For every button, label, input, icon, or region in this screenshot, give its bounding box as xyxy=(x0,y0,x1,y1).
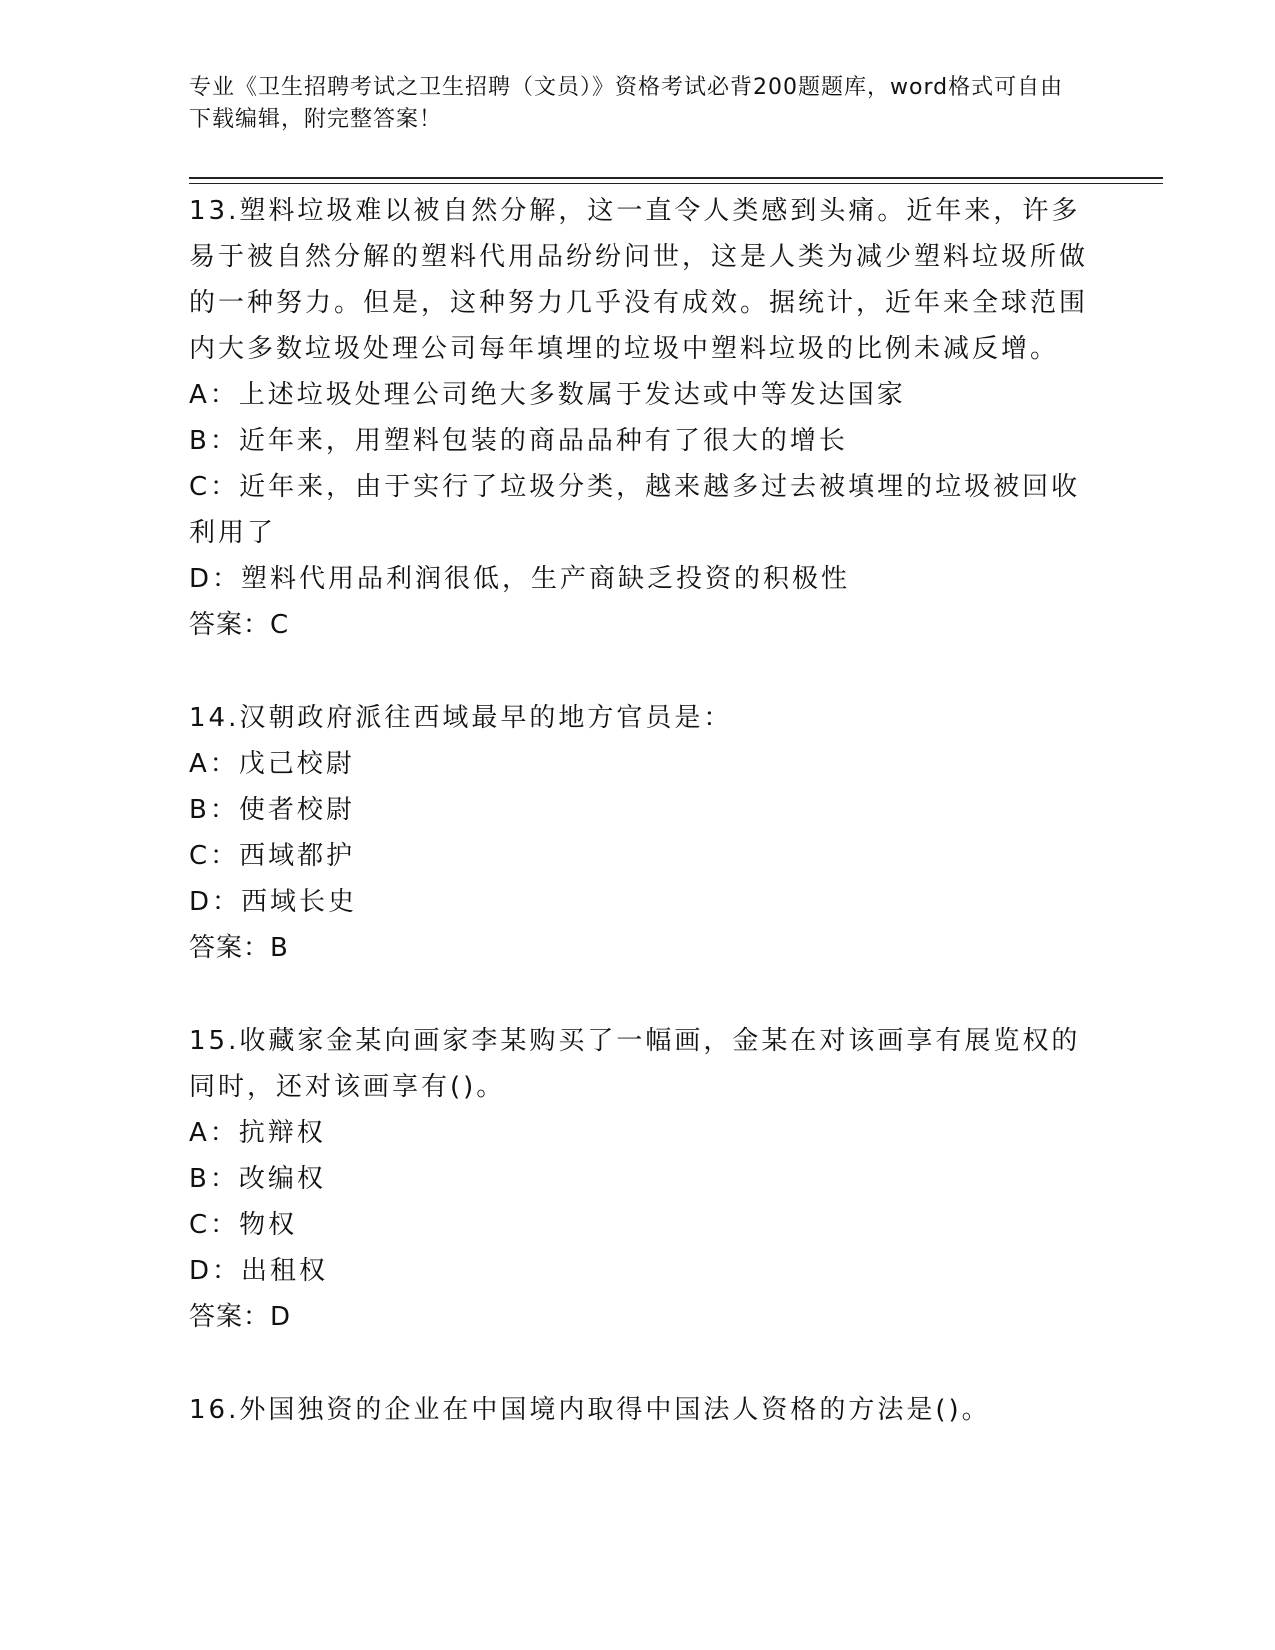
answer: 答案：D xyxy=(189,1302,292,1332)
question-15 xyxy=(189,1018,1089,1340)
question-13 xyxy=(189,188,1089,648)
question-list xyxy=(189,188,1089,1433)
option-d: D：西域长史 xyxy=(189,887,358,917)
option-d: D：塑料代用品利润很低，生产商缺乏投资的积极性 xyxy=(189,564,851,594)
question-stem: 13.塑料垃圾难以被自然分解，这一直令人类感到头痛。近年来，许多易于被自然分解的塑料代用品纷纷问世，这是人类为减少塑料垃圾所做的一种努力。但是，这种努力几乎没有成效。据统计，近年来全球范围内大多数垃圾处理公司每年填埋的垃圾中塑料垃圾的比例未减反增。 xyxy=(189,196,1089,364)
option-d: D：出租权 xyxy=(189,1256,329,1286)
option-c: C：西域都护 xyxy=(189,841,356,871)
option-b: B：使者校尉 xyxy=(189,795,355,825)
option-a: A：戊己校尉 xyxy=(189,749,355,779)
question-stem: 14.汉朝政府派往西域最早的地方官员是： xyxy=(189,703,733,733)
answer: 答案：C xyxy=(189,610,290,640)
option-c: C：物权 xyxy=(189,1210,298,1240)
header-text: 专业《卫生招聘考试之卫生招聘（文员）》资格考试必背200题题库，word格式可自由下载编辑，附完整答案！ xyxy=(189,75,1064,132)
header-divider-thin xyxy=(189,183,1163,184)
option-b: B：改编权 xyxy=(189,1164,326,1194)
option-c: C：近年来，由于实行了垃圾分类，越来越多过去被填埋的垃圾被回收利用了 xyxy=(189,472,1081,548)
option-b: B：近年来，用塑料包装的商品品种有了很大的增长 xyxy=(189,426,848,456)
option-a: A：上述垃圾处理公司绝大多数属于发达或中等发达国家 xyxy=(189,380,906,410)
question-stem: 16.外国独资的企业在中国境内取得中国法人资格的方法是()。 xyxy=(189,1395,991,1425)
option-a: A：抗辩权 xyxy=(189,1118,326,1148)
answer: 答案：B xyxy=(189,933,289,963)
document-header xyxy=(189,72,1069,136)
header-divider xyxy=(189,177,1163,179)
question-stem: 15.收藏家金某向画家李某购买了一幅画，金某在对该画享有展览权的同时，还对该画享有()。 xyxy=(189,1026,1081,1102)
question-14 xyxy=(189,695,1089,971)
question-16 xyxy=(189,1387,1089,1433)
